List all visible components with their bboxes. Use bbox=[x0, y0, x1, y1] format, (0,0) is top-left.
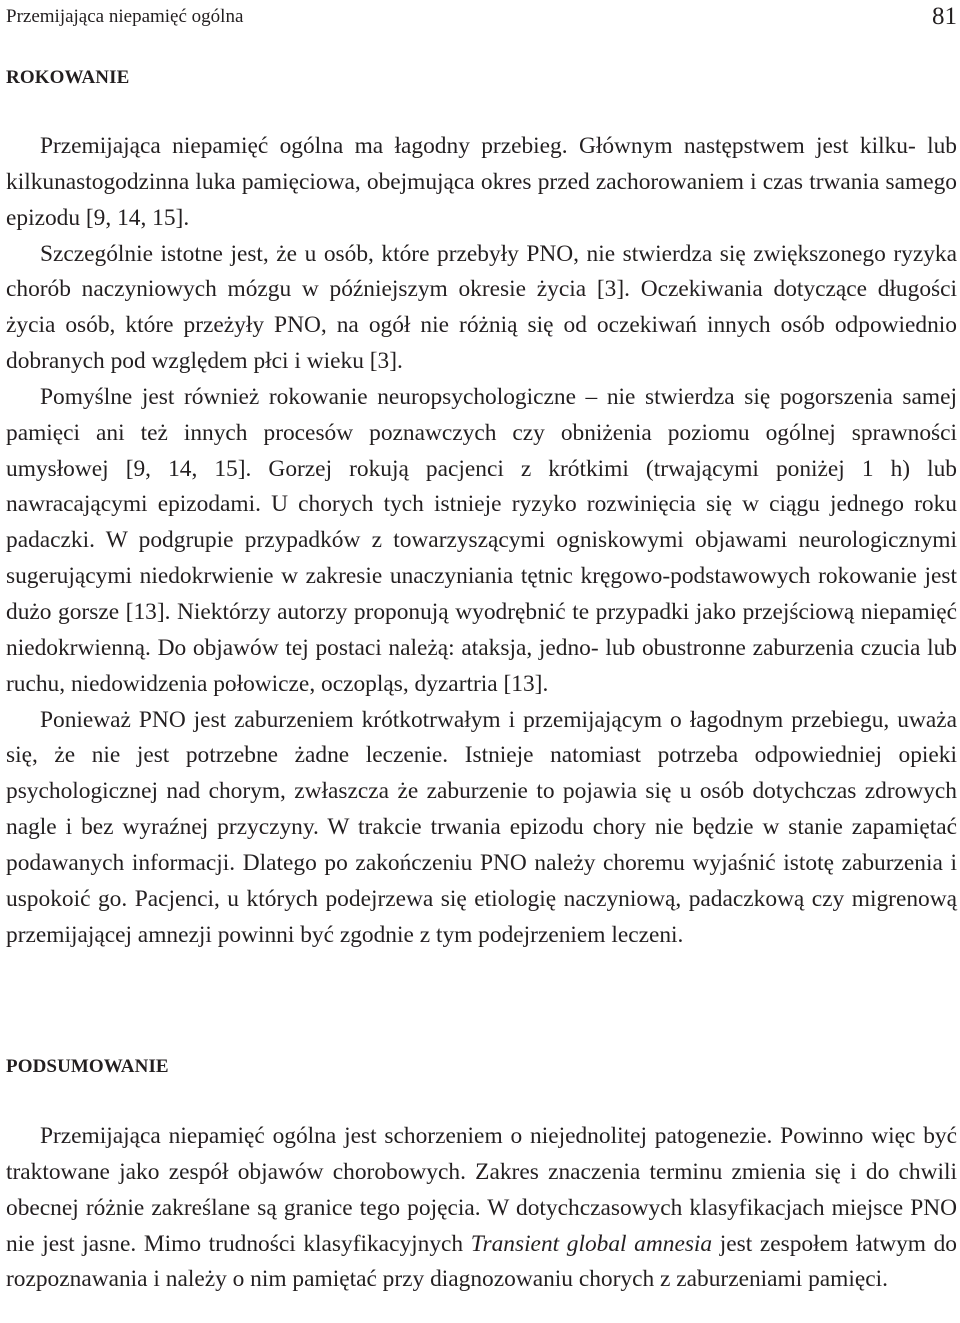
paragraph: Szczególnie istotne jest, że u osób, które przebyły PNO, nie stwierdza się zwiększonego ryzyka chorób naczyniowych mózgu w późniejszym okresie życia [3]. Oczekiwania dotyczące długości życia osób, które przeżyły PNO, na ogół nie różnią się od oczekiwań innych osób odpowiednio dobranych pod względem płci i wieku [3]. bbox=[6, 240, 957, 375]
paragraph-text: jest zespołem łatwym do rozpoznawania i należy o nim pamiętać przy diagnozowaniu chorych z zaburzeniami pamięci. bbox=[6, 1230, 958, 1293]
page-number: 81 bbox=[932, 3, 957, 30]
paragraph: Przemijająca niepamięć ogólna ma łagodny przebieg. Głównym następstwem jest kilku- lub kilkunastogodzinna luka pamięciowa, obejmująca okres przed zachorowaniem i czas trwania samego epizodu [9, 14, 15]. bbox=[6, 133, 957, 231]
paragraph bbox=[6, 1119, 957, 1298]
italic-term: Transient global amnesia bbox=[470, 1230, 713, 1257]
section-body-podsumowanie bbox=[6, 1119, 957, 1298]
paragraph-text: Przemijająca niepamięć ogólna jest schorzeniem o niejednolitej patogenezie. Powinno więc być traktowane jako zespół objawów chorobowych. Zakres znaczenia terminu zmienia się i do chwili obecnej różnie zakreślane są granice tego pojęcia. W dotychczasowych klasyfikacjach miejsce PNO nie jest jasne. Mimo trudności klasyfikacyjnych bbox=[6, 1123, 957, 1257]
paragraph: Ponieważ PNO jest zaburzeniem krótkotrwałym i przemijającym o łagodnym przebiegu, uważa się, że nie jest potrzebne żadne leczenie. Istnieje natomiast potrzeba odpowiedniej opieki psychologicznej nad chorym, zwłaszcza że zaburzenie to pojawia się u osób dotychczas zdrowych nagle i bez wyraźnej przyczyny. W trakcie trwania epizodu chory nie będzie w stanie zapamiętać podawanych informacji. Dlatego po zakończeniu PNO należy choremu wyjaśnić istotę zaburzenia i uspokoić go. Pacjenci, u których podejrzewa się etiologię naczyniową, padaczkową czy migrenową przemijającej amnezji powinni być zgodnie z tym podejrzeniem leczeni. bbox=[6, 706, 957, 948]
running-head-title: Przemijająca niepamięć ogólna bbox=[6, 6, 244, 27]
section-heading-rokowanie: ROKOWANIE bbox=[6, 67, 130, 88]
paragraph: Pomyślne jest również rokowanie neuropsychologiczne – nie stwierdza się pogorszenia samej pamięci ani też innych procesów poznawczych czy obniżenia poziomu ogólnej sprawności umysłowej [9, 14, 15]. Gorzej rokują pacjenci z krótkimi (trwającymi poniżej 1 h) lub nawracającymi epizodami. U chorych tych istnieje ryzyko rozwinięcia się w ciągu jednego roku padaczki. W podgrupie przypadków z towarzyszącymi ogniskowymi objawami neurologicznymi sugerującymi niedokrwienie w zakresie unaczyniania tętnic kręgowo-podstawowych rokowanie jest dużo gorsze [13]. Niektórzy autorzy proponują wyodrębnić te przypadki jako przejściową niepamięć niedokrwienną. Do objawów tej postaci należą: ataksja, jedno- lub obustronne zaburzenia czucia lub ruchu, niedowidzenia połowicze, oczopląs, dyzartria [13]. bbox=[6, 383, 957, 697]
document-page bbox=[6, 0, 957, 1323]
running-head bbox=[6, 3, 957, 32]
section-body-rokowanie bbox=[6, 129, 957, 953]
section-heading-podsumowanie: PODSUMOWANIE bbox=[6, 1056, 169, 1077]
